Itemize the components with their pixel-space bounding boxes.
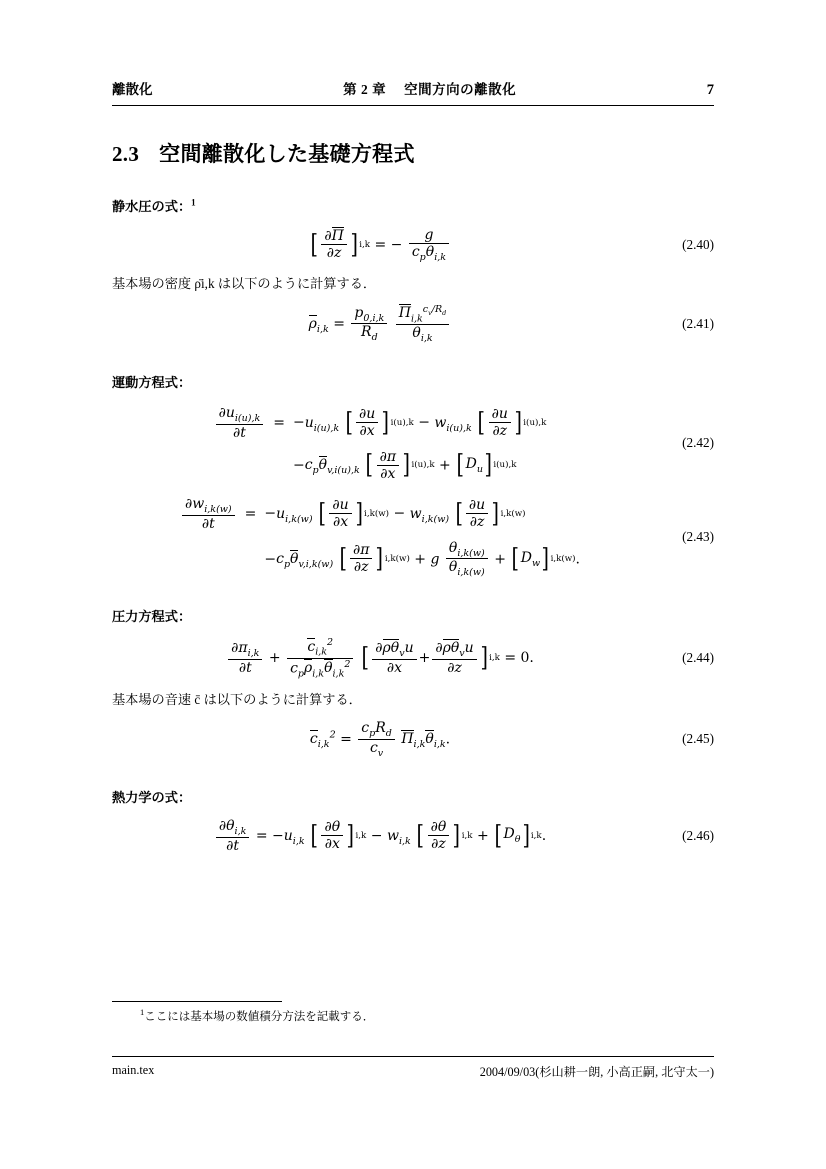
density-paragraph: 基本場の密度 ρ̄i,k は以下のように計算する．: [112, 275, 377, 291]
section-heading: [112, 138, 714, 168]
thermodynamics-label: [112, 787, 714, 806]
equation-2-45-row: [112, 720, 714, 759]
equation-2-45: $c_{i,k}^2$ = $\frac{c_pR_d}{c_v}$ $\Pi_{i,k}\theta_{i,k}$.: [309, 720, 451, 759]
thermodynamics-colon: ：: [177, 789, 192, 805]
footnote-rule: [112, 1001, 282, 1002]
page-footer: [112, 1056, 714, 1080]
footnote-1: [112, 1007, 714, 1024]
running-head-chapter-title: 空間方向の離散化: [404, 82, 517, 97]
momentum-label-text: 運動方程式: [112, 375, 178, 391]
equation-number-2-44: (2.44): [682, 650, 714, 666]
footnote-marker: 1: [140, 1007, 145, 1018]
hydrostatic-label-text: 静水圧の式: [112, 199, 178, 214]
equation-2-41: $\rho_{i,k}$ = $\frac{p_{0,i,k}}{R_d}$ $\frac{\Pi_{i,k}^{c_v/R_d}}{\theta_{i,k}}$: [112, 304, 648, 344]
momentum-label: [112, 372, 714, 391]
equation-number-2-42: (2.42): [682, 435, 714, 451]
equation-2-41-row: [112, 304, 714, 344]
page-number: 7: [706, 82, 714, 98]
section-number: 2.3: [112, 142, 140, 166]
equation-number-2-46: (2.46): [682, 827, 714, 843]
equation-2-44: $\frac{\partial\pi_{i,k}}{\partial t}$ + $\frac{c_{i,k}^2}{c_p\rho_{i,k}\theta_{i,k}^2}$ [ $\frac{\partial\rho\theta_vu}{\partial x}$ + $\frac{\partial\rho\theta_vu}{\partial z}$ ] i,k = 0.: [112, 637, 648, 679]
footer-credits: 2004/09/03(杉山耕一朗, 小高正嗣, 北守太一): [479, 1065, 714, 1079]
running-head: [112, 78, 714, 106]
footer-filename: main.tex: [112, 1063, 155, 1077]
equation-2-40: [ $\frac{\partial\Pi}{\partial z}$ ] i,k = − $\frac{g}{c_p\theta_{i,k}}$: [112, 227, 648, 263]
pressure-label: [112, 606, 714, 625]
equation-2-43: $\frac{\partial w_{i,k(w)}}{\partial t}$ = $-u_{i,k(w)}$ [ $\frac{\partial u}{\partial x}$ ] i,k(w) − $w_{i,k(w)}$ [ $\frac{\partial u}{\partial z}$ ] i,k(w) $-c_p\theta_{v,i,k(w)}$ [ $\frac{\partial\pi}{\partial z}$ ] i,k(w) + g $\frac{\theta_{i,k(w)}}{\theta_{i,k(w)}}$ + [ $D_w$ ] i,k(w) .: [112, 496, 648, 578]
equation-2-42: $\frac{\partial u_{i(u),k}}{\partial t}$ = $-u_{i(u),k}$ [ $\frac{\partial u}{\partial x}$ ] i(u),k − $w_{i(u),k}$ [ $\frac{\partial u}{\partial z}$ ] i(u),k $-c_p\theta_{v,i(u),k}$ [ $\frac{\partial\pi}{\partial x}$ ] i(u),k + [ $D_u$ ] i(u),k: [112, 405, 648, 482]
running-head-chapter: 第 2 章: [343, 82, 387, 97]
equation-number-2-41: (2.41): [682, 315, 714, 331]
equation-2-43-row: [112, 496, 714, 578]
sound-speed-paragraph: 基本場の音速 c̄ は以下のように計算する．: [112, 692, 362, 708]
page-content: [112, 78, 714, 1098]
section-title: 空間離散化した基礎方程式: [159, 142, 415, 166]
equation-number-2-40: (2.40): [682, 236, 714, 252]
footnote-ref-1: 1: [191, 197, 196, 208]
thermodynamics-label-text: 熱力学の式: [112, 789, 178, 805]
running-head-left: 離散化: [112, 82, 153, 97]
equation-2-46-row: [112, 818, 714, 854]
pressure-label-text: 圧力方程式: [112, 609, 178, 625]
equation-2-44-row: [112, 637, 714, 679]
equation-number-2-43: (2.43): [682, 529, 714, 545]
equation-number-2-45: (2.45): [682, 731, 714, 747]
running-head-center: [153, 78, 707, 98]
equation-2-42-row: [112, 405, 714, 482]
momentum-colon: ：: [177, 375, 192, 391]
equation-2-40-row: [112, 227, 714, 263]
pressure-colon: ：: [177, 609, 192, 625]
hydrostatic-colon: ：: [177, 199, 192, 214]
footnote-text: ここには基本場の数値積分方法を記載する．: [144, 1011, 375, 1023]
hydrostatic-label: [112, 196, 714, 215]
footnote-area: [112, 1001, 714, 1024]
equation-2-46: $\frac{\partial\theta_{i,k}}{\partial t}$ = $-u_{i,k}$ [ $\frac{\partial\theta}{\partial x}$ ] i,k − $w_{i,k}$ [ $\frac{\partial\theta}{\partial z}$ ] i,k + [ $D_\theta$ ] i,k .: [112, 818, 648, 854]
